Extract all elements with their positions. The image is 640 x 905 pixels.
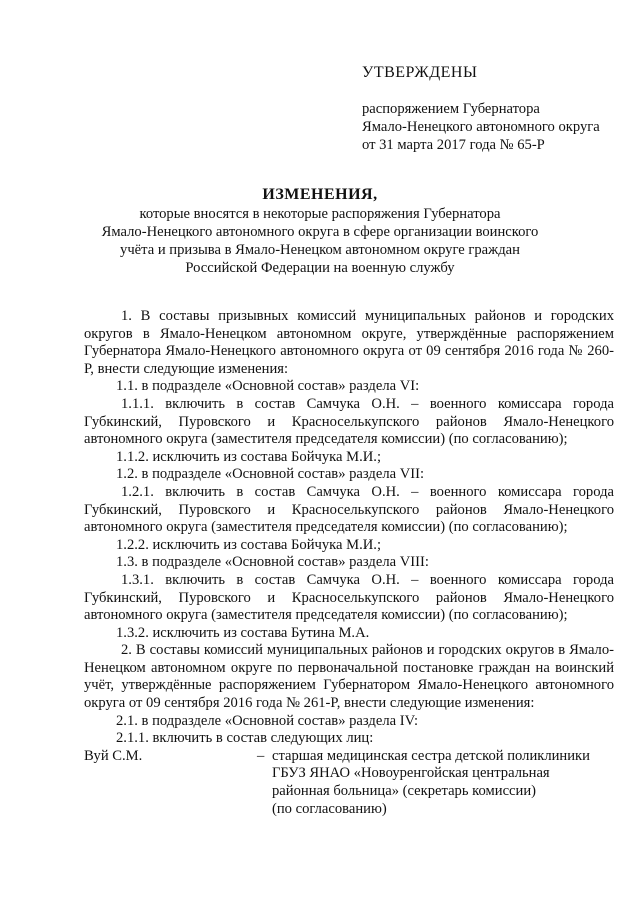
paragraph-1-2-2: 1.2.2. исключить из состава Бойчука М.И.; bbox=[116, 536, 382, 553]
subtitle-line: которые вносятся в некоторые распоряжения Губернатора bbox=[139, 206, 501, 222]
subtitle-line: Ямало-Ненецкого автономного округа в сфере организации воинского bbox=[101, 224, 539, 240]
person-description-line: старшая медицинская сестра детской поликлиники bbox=[272, 747, 590, 764]
paragraph-1-2: 1.2. в подразделе «Основной состав» раздела VII: bbox=[116, 466, 425, 483]
paragraph-1: 1. В составы призывных комиссий муниципальных районов и городских округов в Ямало-Ненецком автономном округе, утверждённые распоряжением Губернатора Ямало-Ненецкого автономного округа от 09 сентября 2016 года № 260-Р, внести следующие изменения: bbox=[84, 308, 614, 377]
approval-line: распоряжением Губернатора bbox=[362, 101, 540, 117]
paragraph-1-1-2: 1.1.2. исключить из состава Бойчука М.И.; bbox=[116, 448, 382, 465]
person-name: Вуй С.М. bbox=[84, 747, 143, 764]
person-entry bbox=[84, 748, 614, 820]
paragraph-1-3: 1.3. в подразделе «Основной состав» раздела VIII: bbox=[116, 554, 429, 571]
subtitle-line: учёта и призыва в Ямало-Ненецком автономном округе граждан bbox=[120, 242, 520, 258]
document-subtitle bbox=[40, 205, 600, 277]
approval-line: Ямало-Ненецкого автономного округа bbox=[362, 119, 600, 135]
paragraph-1-3-2: 1.3.2. исключить из состава Бутина М.А. bbox=[116, 624, 370, 641]
approval-line: от 31 марта 2017 года № 65-Р bbox=[362, 137, 545, 153]
paragraph-2: 2. В составы комиссий муниципальных районов и городских округов в Ямало-Ненецком автономном округе по первоначальной постановке граждан на воинский учёт, утверждённые распоряжением Губернатором Ямало-Ненецкого автономного округа от 09 сентября 2016 года № 261-Р, внести следующие изменения: bbox=[84, 642, 614, 712]
document-body bbox=[84, 308, 614, 820]
person-description bbox=[272, 748, 622, 818]
paragraph-1-1: 1.1. в подразделе «Основной состав» раздела VI: bbox=[116, 378, 420, 395]
subtitle-line: Российской Федерации на военную службу bbox=[185, 260, 455, 276]
paragraph-1-2-1: 1.2.1. включить в состав Самчука О.Н. – военного комиссара города Губкинский, Пуровского и Красноселькупского районов Ямало-Ненецкого автономного округа (заместителя председателя комиссии) (по согласованию); bbox=[84, 483, 614, 536]
paragraph-1-3-1: 1.3.1. включить в состав Самчука О.Н. – военного комиссара города Губкинский, Пуровского и Красноселькупского районов Ямало-Ненецкого автономного округа (заместителя председателя комиссии) (по согласованию); bbox=[84, 571, 614, 624]
paragraph-2-1-1: 2.1.1. включить в состав следующих лиц: bbox=[116, 730, 374, 747]
paragraph-1-1-1: 1.1.1. включить в состав Самчука О.Н. – военного комиссара города Губкинский, Пуровского и Красноселькупского районов Ямало-Ненецкого автономного округа (заместителя председателя комиссии) (по согласованию); bbox=[84, 395, 614, 448]
person-description-line: (по согласованию) bbox=[272, 800, 387, 817]
person-dash: – bbox=[257, 747, 265, 764]
paragraph-2-1: 2.1. в подразделе «Основной состав» раздела IV: bbox=[116, 712, 419, 729]
person-description-line: ГБУЗ ЯНАО «Новоуренгойская центральная bbox=[272, 765, 550, 782]
person-description-line: районная больница» (секретарь комиссии) bbox=[272, 783, 536, 800]
approved-title: УТВЕРЖДЕНЫ bbox=[362, 64, 478, 81]
document-heading: ИЗМЕНЕНИЯ, bbox=[262, 186, 378, 203]
approval-reference bbox=[362, 100, 632, 154]
